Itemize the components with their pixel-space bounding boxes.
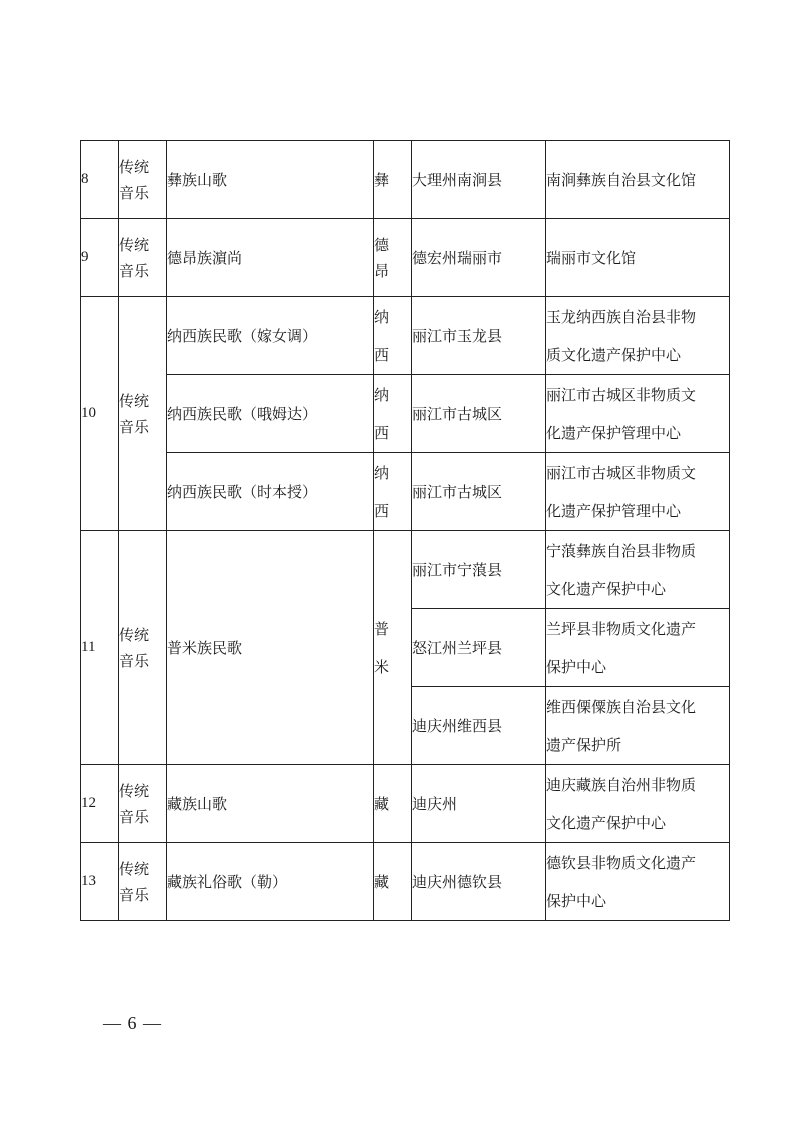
organization-cell: 丽江市古城区非物质文 化遗产保护管理中心 [546, 375, 730, 453]
project-name: 纳西族民歌（时本授） [167, 453, 374, 531]
organization-cell: 维西傈僳族自治县文化 遗产保护所 [546, 687, 730, 765]
ethnicity-cell: 藏 [374, 843, 412, 921]
category-cell: 传统 音乐 [119, 141, 167, 219]
organization-cell: 玉龙纳西族自治县非物 质文化遗产保护中心 [546, 297, 730, 375]
row-number: 11 [81, 531, 119, 765]
category-cell: 传统 音乐 [119, 843, 167, 921]
ethnicity-cell: 藏 [374, 765, 412, 843]
project-name: 普米族民歌 [167, 531, 374, 765]
category-cell: 传统 音乐 [119, 531, 167, 765]
row-number: 10 [81, 297, 119, 531]
region-cell: 怒江州兰坪县 [412, 609, 546, 687]
page-number: — 6 — [103, 1013, 162, 1033]
table-row [81, 141, 730, 219]
table-row [81, 843, 730, 921]
organization-cell: 丽江市古城区非物质文 化遗产保护管理中心 [546, 453, 730, 531]
category-cell: 传统 音乐 [119, 765, 167, 843]
region-cell: 丽江市玉龙县 [412, 297, 546, 375]
project-name: 纳西族民歌（嫁女调） [167, 297, 374, 375]
region-cell: 大理州南涧县 [412, 141, 546, 219]
heritage-table [80, 140, 730, 921]
table-row [81, 453, 730, 531]
project-name: 德昂族濵尚 [167, 219, 374, 297]
region-cell: 德宏州瑞丽市 [412, 219, 546, 297]
row-number: 9 [81, 219, 119, 297]
project-name: 彝族山歌 [167, 141, 374, 219]
table-row [81, 375, 730, 453]
organization-cell: 迪庆藏族自治州非物质 文化遗产保护中心 [546, 765, 730, 843]
ethnicity-cell: 彝 [374, 141, 412, 219]
table-row [81, 531, 730, 609]
region-cell: 迪庆州维西县 [412, 687, 546, 765]
table-row [81, 297, 730, 375]
region-cell: 迪庆州德钦县 [412, 843, 546, 921]
project-name: 藏族山歌 [167, 765, 374, 843]
row-number: 13 [81, 843, 119, 921]
region-cell: 迪庆州 [412, 765, 546, 843]
region-cell: 丽江市古城区 [412, 375, 546, 453]
region-cell: 丽江市古城区 [412, 453, 546, 531]
ethnicity-cell: 普 米 [374, 531, 412, 765]
ethnicity-cell: 纳 西 [374, 453, 412, 531]
organization-cell: 宁蒗彝族自治县非物质 文化遗产保护中心 [546, 531, 730, 609]
organization-cell: 南涧彝族自治县文化馆 [546, 141, 730, 219]
ethnicity-cell: 纳 西 [374, 297, 412, 375]
row-number: 12 [81, 765, 119, 843]
organization-cell: 瑞丽市文化馆 [546, 219, 730, 297]
organization-cell: 兰坪县非物质文化遗产 保护中心 [546, 609, 730, 687]
project-name: 藏族礼俗歌（勒） [167, 843, 374, 921]
ethnicity-cell: 纳 西 [374, 375, 412, 453]
table-row [81, 219, 730, 297]
ethnicity-cell: 德 昂 [374, 219, 412, 297]
project-name: 纳西族民歌（哦姆达） [167, 375, 374, 453]
category-cell: 传统 音乐 [119, 297, 167, 531]
region-cell: 丽江市宁蒗县 [412, 531, 546, 609]
row-number: 8 [81, 141, 119, 219]
category-cell: 传统 音乐 [119, 219, 167, 297]
organization-cell: 德钦县非物质文化遗产 保护中心 [546, 843, 730, 921]
table-row [81, 765, 730, 843]
